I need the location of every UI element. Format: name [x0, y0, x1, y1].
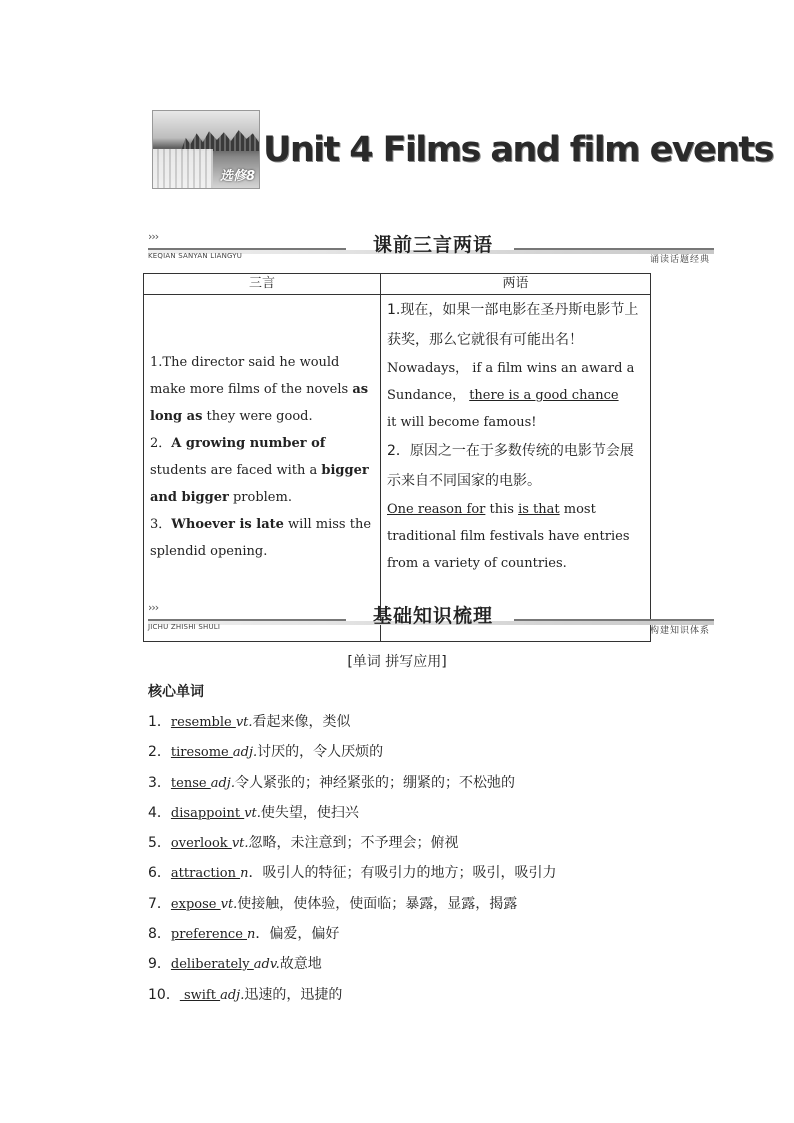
translation-2-text-end: most traditional film festivals have entries from a variety of countries. [387, 502, 630, 571]
definition: 使失望，使扫兴 [260, 804, 359, 821]
part-of-speech: vt. [244, 805, 261, 821]
part-of-speech: n [247, 927, 256, 943]
sentence-3-number: 3． [150, 517, 172, 532]
sentence-1-key-phrase: as long as [150, 382, 369, 424]
list-item [148, 949, 668, 979]
list-item [148, 889, 668, 919]
item-number: 8． [148, 926, 171, 943]
liangyu-cell [381, 295, 651, 642]
sentence-2-key-phrase: A growing number of [171, 436, 326, 451]
vocab-word: attraction [170, 866, 241, 882]
part-of-speech: vt. [220, 896, 238, 912]
sentence-1-text-end: they were good. [202, 409, 313, 424]
waterfall-graphic [153, 149, 213, 188]
definition: 令人紧张的；神经紧张的；绷紧的；不松弛的 [234, 774, 515, 791]
translation-1-blank: there is a good chance [469, 388, 619, 403]
item-number: 6． [148, 865, 171, 882]
vocab-list [148, 707, 668, 1010]
phrases-table [143, 273, 651, 642]
vocab-subheading: [单词 拼写应用] [347, 654, 447, 670]
definition: 看起来像，类似 [252, 714, 351, 730]
part-of-speech: adj. [232, 745, 258, 761]
translation-2-blank-1: One reason for [387, 502, 486, 517]
item-number: 7． [148, 895, 171, 912]
translation-2-english [387, 496, 644, 577]
logo-tag: 选修8 [219, 169, 255, 184]
definition: ．吸引人的特征；有吸引力的地方；吸引，吸引力 [248, 865, 557, 882]
list-item [148, 919, 668, 949]
part-of-speech: adj. [210, 775, 235, 791]
item-number: 9． [148, 956, 171, 973]
table-row [144, 295, 651, 642]
chevrons-icon: ››› [148, 230, 159, 243]
sentence-2-text-end: problem. [228, 490, 292, 505]
chevrons-icon: ››› [148, 601, 159, 614]
translation-2-blank-2: is that [518, 502, 560, 517]
forest-graphic [181, 129, 259, 151]
table-header-row [144, 274, 651, 295]
translation-2-chinese: 2．原因之一在于多数传统的电影节会展示来自不同国家的电影。 [387, 443, 634, 489]
item-number: 1． [148, 714, 171, 730]
definition: 讨厌的，令人厌烦的 [257, 744, 384, 761]
definition: 忽略，未注意到；不予理会；俯视 [248, 835, 459, 852]
vocab-word: preference [170, 927, 248, 943]
part-of-speech: adj. [220, 987, 245, 1003]
list-item [148, 828, 668, 858]
unit-logo-image [152, 110, 260, 189]
part-of-speech: vt. [231, 836, 249, 852]
section-banner-2 [148, 601, 714, 635]
translation-2-text: this [485, 502, 519, 517]
list-item [148, 980, 668, 1010]
item-number: 2． [148, 744, 171, 761]
part-of-speech: n [240, 866, 249, 882]
translation-1-text: Nowadays， if a film wins an award a Sundance， [387, 361, 635, 403]
definition: 迅速的，迅捷的 [244, 986, 343, 1003]
section-title: 基础知识梳理 [372, 605, 493, 627]
vocab-word: deliberately [170, 957, 254, 973]
list-item [148, 858, 668, 888]
vocab-word: expose [170, 896, 221, 912]
core-words-heading: 核心单词 [148, 684, 204, 700]
list-item [148, 707, 668, 737]
item-number: 4． [148, 804, 171, 821]
section-subtitle: 诵读话题经典 [649, 255, 710, 265]
vocab-word: disappoint [170, 805, 245, 821]
item-number: 3． [148, 774, 171, 791]
section-subtitle: 构建知识体系 [649, 626, 710, 636]
section-pinyin: JICHU ZHISHI SHULI [148, 623, 221, 631]
sanyan-cell [144, 295, 381, 642]
section-banner-1 [148, 230, 714, 264]
definition: ．偏爱，偏好 [255, 926, 340, 943]
sentence-1-text: 1.The director said he would make more films of the novels [150, 355, 353, 397]
table-header-sanyan: 三言 [144, 274, 381, 295]
vocab-word: tense [170, 775, 211, 791]
sentence-3-key-phrase: Whoever is late [171, 517, 284, 532]
definition: 故意地 [279, 956, 322, 973]
translation-1-text-end: it will become famous! [387, 415, 537, 430]
list-item [148, 798, 668, 828]
part-of-speech: adv. [253, 957, 280, 973]
item-number: 10． [148, 986, 180, 1003]
sentence-2-key-phrase-2: bigger and bigger [150, 463, 369, 505]
vocab-word: tiresome [170, 745, 233, 761]
vocab-word: swift [179, 987, 221, 1003]
translation-1-chinese: 1.现在，如果一部电影在圣丹斯电影节上获奖，那么它就很有可能出名！ [387, 302, 639, 348]
part-of-speech: vt. [235, 715, 253, 730]
list-item [148, 737, 668, 767]
item-number: 5． [148, 835, 171, 852]
sentence-2-text: students are faced with a [150, 463, 322, 478]
list-item [148, 768, 668, 798]
table-header-liangyu: 两语 [381, 274, 651, 295]
vocab-word: resemble [170, 715, 236, 730]
translation-1-english [387, 355, 644, 436]
definition: 使接触，使体验，使面临；暴露，显露，揭露 [237, 895, 518, 912]
section-title: 课前三言两语 [372, 234, 493, 256]
sentence-3-text: will miss the splendid opening. [150, 517, 372, 559]
vocab-word: overlook [170, 836, 232, 852]
section-pinyin: KEQIAN SANYAN LIANGYU [148, 252, 243, 260]
unit-title: Unit 4 Films and film events [263, 130, 773, 170]
sentence-2-number: 2． [150, 436, 172, 451]
